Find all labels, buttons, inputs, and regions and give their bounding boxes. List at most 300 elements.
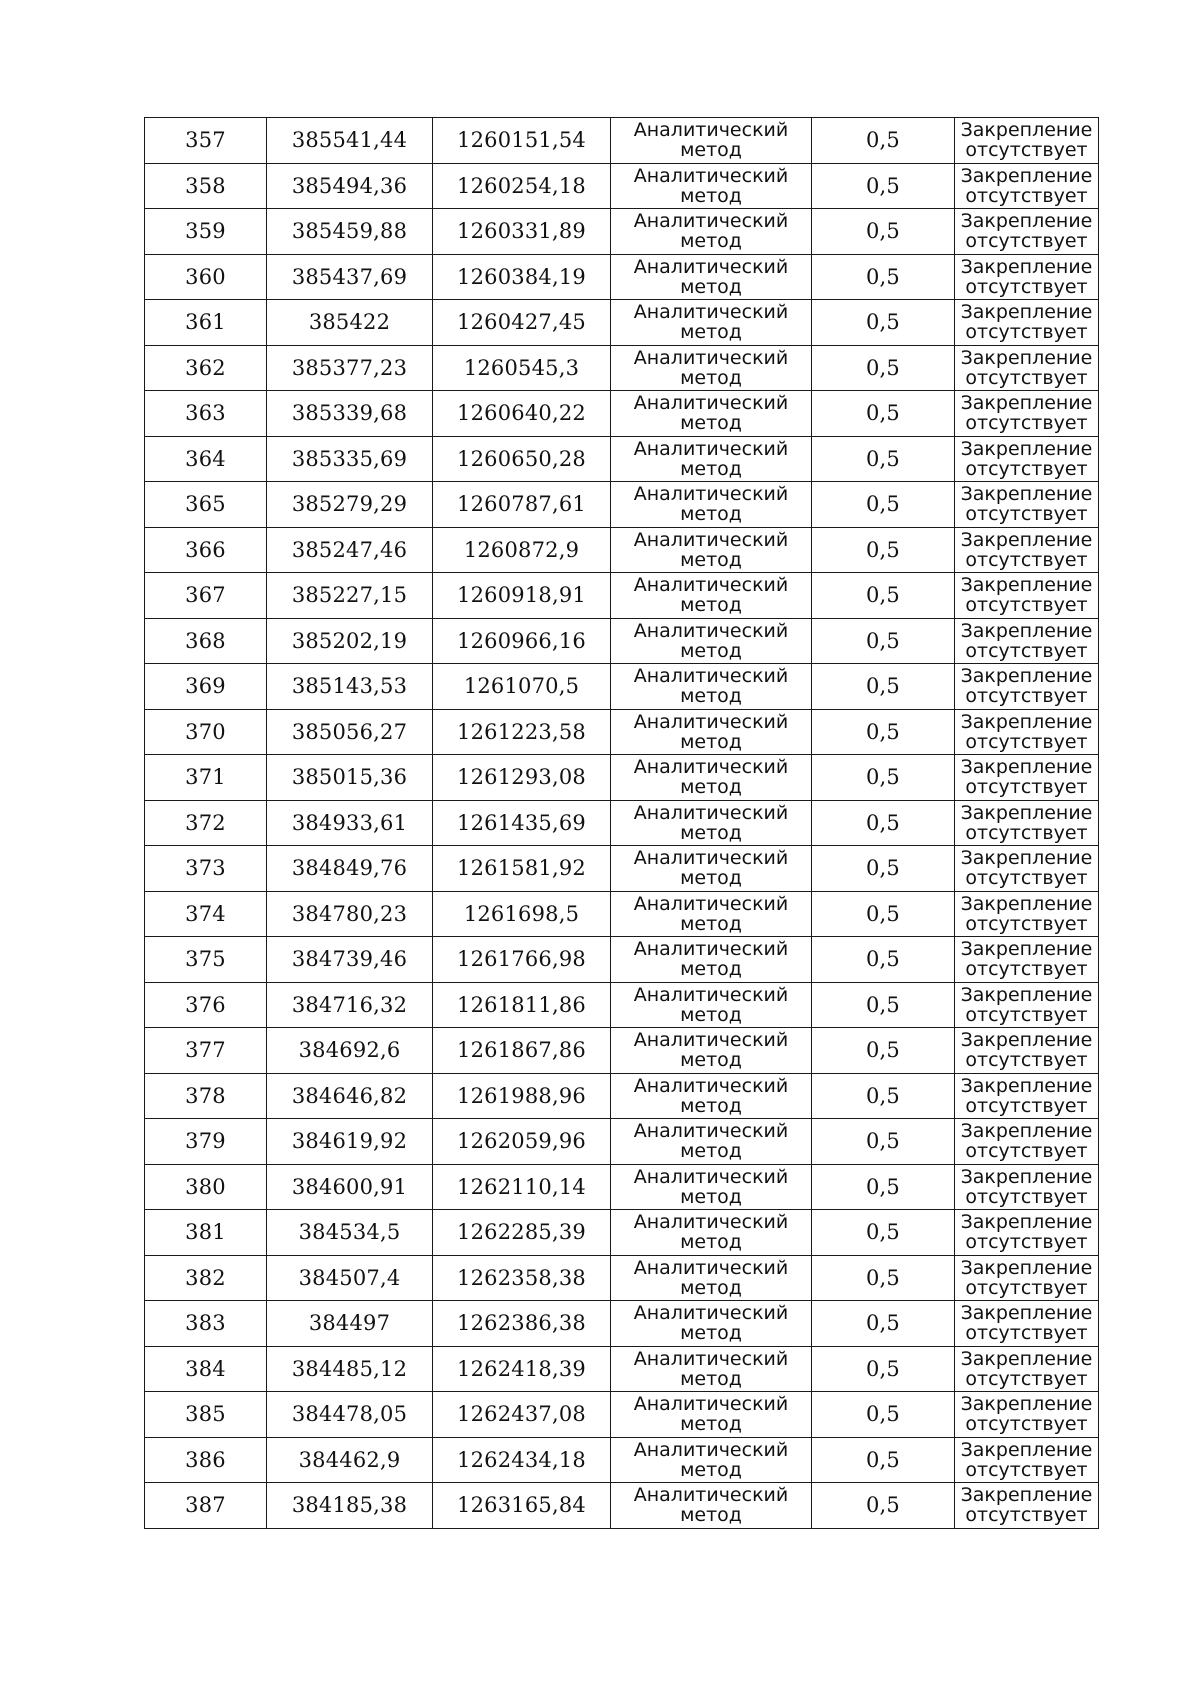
fixation-line1: Закрепление: [960, 710, 1093, 733]
method-cell: [611, 1301, 812, 1347]
fixation-line2: отсутствует: [965, 958, 1088, 981]
accuracy-cell: 0,5: [812, 1073, 955, 1119]
point-number-cell: 374: [145, 891, 267, 937]
method-cell: [611, 1028, 812, 1074]
x-coordinate-cell: 385339,68: [267, 391, 433, 437]
method-line1: Аналитический: [633, 1029, 789, 1052]
accuracy-cell: 0,5: [812, 300, 955, 346]
method-line2: метод: [680, 867, 742, 890]
fixation-cell: [955, 163, 1099, 209]
x-coordinate-cell: 385279,29: [267, 482, 433, 528]
method-line1: Аналитический: [633, 164, 789, 187]
y-coordinate-cell: 1261811,86: [433, 982, 611, 1028]
y-coordinate-cell: 1262434,18: [433, 1437, 611, 1483]
table-row: [145, 1437, 1099, 1483]
method-line1: Аналитический: [633, 437, 789, 460]
y-coordinate-cell: 1260545,3: [433, 345, 611, 391]
y-coordinate-cell: 1262110,14: [433, 1164, 611, 1210]
method-line2: метод: [680, 1140, 742, 1163]
fixation-cell: [955, 1437, 1099, 1483]
fixation-cell: [955, 1028, 1099, 1074]
method-line2: метод: [680, 821, 742, 844]
point-number-cell: 375: [145, 937, 267, 983]
fixation-line1: Закрепление: [960, 756, 1093, 779]
fixation-line2: отсутствует: [965, 366, 1088, 389]
x-coordinate-cell: 384462,9: [267, 1437, 433, 1483]
method-cell: [611, 1437, 812, 1483]
method-line1: Аналитический: [633, 392, 789, 415]
fixation-line1: Закрепление: [960, 1393, 1093, 1416]
fixation-line2: отсутствует: [965, 1504, 1088, 1527]
table-row: [145, 1255, 1099, 1301]
table-row: [145, 345, 1099, 391]
method-line2: метод: [680, 730, 742, 753]
y-coordinate-cell: 1260384,19: [433, 254, 611, 300]
accuracy-cell: 0,5: [812, 254, 955, 300]
method-line2: метод: [680, 776, 742, 799]
x-coordinate-cell: 384849,76: [267, 846, 433, 892]
table-row: [145, 1073, 1099, 1119]
table-row: [145, 800, 1099, 846]
fixation-cell: [955, 800, 1099, 846]
method-cell: [611, 1346, 812, 1392]
point-number-cell: 368: [145, 618, 267, 664]
point-number-cell: 370: [145, 709, 267, 755]
table-row: [145, 891, 1099, 937]
method-cell: [611, 1483, 812, 1529]
method-cell: [611, 755, 812, 801]
method-line2: метод: [680, 1094, 742, 1117]
x-coordinate-cell: 385227,15: [267, 573, 433, 619]
fixation-line1: Закрепление: [960, 847, 1093, 870]
fixation-line1: Закрепление: [960, 210, 1093, 233]
point-number-cell: 381: [145, 1210, 267, 1256]
point-number-cell: 382: [145, 1255, 267, 1301]
x-coordinate-cell: 384739,46: [267, 937, 433, 983]
accuracy-cell: 0,5: [812, 1301, 955, 1347]
fixation-line1: Закрепление: [960, 1120, 1093, 1143]
method-cell: [611, 709, 812, 755]
fixation-cell: [955, 1119, 1099, 1165]
method-line2: метод: [680, 1322, 742, 1345]
y-coordinate-cell: 1261435,69: [433, 800, 611, 846]
fixation-line1: Закрепление: [960, 801, 1093, 824]
table-row: [145, 755, 1099, 801]
fixation-line2: отсутствует: [965, 457, 1088, 480]
method-line1: Аналитический: [633, 665, 789, 688]
accuracy-cell: 0,5: [812, 1028, 955, 1074]
method-line2: метод: [680, 457, 742, 480]
fixation-line1: Закрепление: [960, 983, 1093, 1006]
fixation-line1: Закрепление: [960, 892, 1093, 915]
point-number-cell: 366: [145, 527, 267, 573]
method-cell: [611, 482, 812, 528]
accuracy-cell: 0,5: [812, 982, 955, 1028]
accuracy-cell: 0,5: [812, 1255, 955, 1301]
method-line1: Аналитический: [633, 528, 789, 551]
method-cell: [611, 800, 812, 846]
fixation-cell: [955, 664, 1099, 710]
x-coordinate-cell: 384716,32: [267, 982, 433, 1028]
table-row: [145, 391, 1099, 437]
method-line2: метод: [680, 639, 742, 662]
table-row: [145, 709, 1099, 755]
accuracy-cell: 0,5: [812, 1119, 955, 1165]
method-line2: метод: [680, 366, 742, 389]
method-line2: метод: [680, 1504, 742, 1527]
accuracy-cell: 0,5: [812, 345, 955, 391]
accuracy-cell: 0,5: [812, 527, 955, 573]
point-number-cell: 385: [145, 1392, 267, 1438]
fixation-line2: отсутствует: [965, 730, 1088, 753]
fixation-line2: отсутствует: [965, 867, 1088, 890]
fixation-line1: Закрепление: [960, 301, 1093, 324]
method-line1: Аналитический: [633, 1484, 789, 1507]
y-coordinate-cell: 1261581,92: [433, 846, 611, 892]
x-coordinate-cell: 385247,46: [267, 527, 433, 573]
x-coordinate-cell: 385143,53: [267, 664, 433, 710]
x-coordinate-cell: 384933,61: [267, 800, 433, 846]
fixation-line1: Закрепление: [960, 1029, 1093, 1052]
method-line2: метод: [680, 1367, 742, 1390]
table-row: [145, 1119, 1099, 1165]
method-line2: метод: [680, 139, 742, 162]
accuracy-cell: 0,5: [812, 846, 955, 892]
method-cell: [611, 982, 812, 1028]
y-coordinate-cell: 1261293,08: [433, 755, 611, 801]
table-row: [145, 1346, 1099, 1392]
method-line2: метод: [680, 321, 742, 344]
fixation-cell: [955, 1164, 1099, 1210]
fixation-line1: Закрепление: [960, 1256, 1093, 1279]
table-row: [145, 1164, 1099, 1210]
method-cell: [611, 345, 812, 391]
accuracy-cell: 0,5: [812, 1164, 955, 1210]
method-line1: Аналитический: [633, 119, 789, 142]
y-coordinate-cell: 1262418,39: [433, 1346, 611, 1392]
x-coordinate-cell: 385422: [267, 300, 433, 346]
x-coordinate-cell: 384507,4: [267, 1255, 433, 1301]
fixation-cell: [955, 482, 1099, 528]
y-coordinate-cell: 1261867,86: [433, 1028, 611, 1074]
point-number-cell: 363: [145, 391, 267, 437]
fixation-line2: отсутствует: [965, 1140, 1088, 1163]
accuracy-cell: 0,5: [812, 163, 955, 209]
fixation-line2: отсутствует: [965, 1413, 1088, 1436]
method-line1: Аналитический: [633, 983, 789, 1006]
point-number-cell: 387: [145, 1483, 267, 1529]
y-coordinate-cell: 1260640,22: [433, 391, 611, 437]
method-line2: метод: [680, 958, 742, 981]
point-number-cell: 376: [145, 982, 267, 1028]
fixation-cell: [955, 1483, 1099, 1529]
accuracy-cell: 0,5: [812, 937, 955, 983]
method-line1: Аналитический: [633, 1347, 789, 1370]
table-row: [145, 300, 1099, 346]
x-coordinate-cell: 384497: [267, 1301, 433, 1347]
fixation-line2: отсутствует: [965, 1049, 1088, 1072]
method-line1: Аналитический: [633, 847, 789, 870]
table-row: [145, 482, 1099, 528]
fixation-line1: Закрепление: [960, 1438, 1093, 1461]
fixation-cell: [955, 937, 1099, 983]
x-coordinate-cell: 384534,5: [267, 1210, 433, 1256]
point-number-cell: 386: [145, 1437, 267, 1483]
method-cell: [611, 254, 812, 300]
method-cell: [611, 527, 812, 573]
fixation-line1: Закрепление: [960, 392, 1093, 415]
accuracy-cell: 0,5: [812, 709, 955, 755]
fixation-cell: [955, 1301, 1099, 1347]
point-number-cell: 373: [145, 846, 267, 892]
accuracy-cell: 0,5: [812, 1210, 955, 1256]
fixation-line2: отсутствует: [965, 594, 1088, 617]
point-number-cell: 371: [145, 755, 267, 801]
x-coordinate-cell: 384646,82: [267, 1073, 433, 1119]
fixation-cell: [955, 891, 1099, 937]
accuracy-cell: 0,5: [812, 209, 955, 255]
fixation-line1: Закрепление: [960, 1211, 1093, 1234]
accuracy-cell: 0,5: [812, 1346, 955, 1392]
fixation-line2: отсутствует: [965, 1276, 1088, 1299]
method-cell: [611, 300, 812, 346]
fixation-line1: Закрепление: [960, 528, 1093, 551]
table-row: [145, 573, 1099, 619]
table-row: [145, 1301, 1099, 1347]
point-number-cell: 384: [145, 1346, 267, 1392]
fixation-line1: Закрепление: [960, 437, 1093, 460]
method-cell: [611, 1255, 812, 1301]
fixation-line1: Закрепление: [960, 1302, 1093, 1325]
x-coordinate-cell: 385437,69: [267, 254, 433, 300]
method-line1: Аналитический: [633, 938, 789, 961]
fixation-line2: отсутствует: [965, 639, 1088, 662]
point-number-cell: 369: [145, 664, 267, 710]
fixation-line2: отсутствует: [965, 1458, 1088, 1481]
fixation-cell: [955, 1346, 1099, 1392]
fixation-cell: [955, 391, 1099, 437]
table-row: [145, 982, 1099, 1028]
point-number-cell: 383: [145, 1301, 267, 1347]
method-line2: метод: [680, 275, 742, 298]
fixation-line1: Закрепление: [960, 938, 1093, 961]
fixation-cell: [955, 1210, 1099, 1256]
accuracy-cell: 0,5: [812, 482, 955, 528]
fixation-line2: отсутствует: [965, 275, 1088, 298]
y-coordinate-cell: 1261988,96: [433, 1073, 611, 1119]
method-line1: Аналитический: [633, 483, 789, 506]
y-coordinate-cell: 1263165,84: [433, 1483, 611, 1529]
y-coordinate-cell: 1260787,61: [433, 482, 611, 528]
x-coordinate-cell: 385335,69: [267, 436, 433, 482]
method-line1: Аналитический: [633, 756, 789, 779]
accuracy-cell: 0,5: [812, 1392, 955, 1438]
y-coordinate-cell: 1261223,58: [433, 709, 611, 755]
table-row: [145, 1483, 1099, 1529]
fixation-line1: Закрепление: [960, 1165, 1093, 1188]
fixation-line2: отсутствует: [965, 139, 1088, 162]
accuracy-cell: 0,5: [812, 664, 955, 710]
y-coordinate-cell: 1261698,5: [433, 891, 611, 937]
x-coordinate-cell: 384619,92: [267, 1119, 433, 1165]
y-coordinate-cell: 1260151,54: [433, 118, 611, 164]
method-cell: [611, 436, 812, 482]
fixation-line2: отсутствует: [965, 1322, 1088, 1345]
point-number-cell: 379: [145, 1119, 267, 1165]
x-coordinate-cell: 385541,44: [267, 118, 433, 164]
method-cell: [611, 937, 812, 983]
fixation-line1: Закрепление: [960, 1347, 1093, 1370]
x-coordinate-cell: 384485,12: [267, 1346, 433, 1392]
fixation-line2: отсутствует: [965, 548, 1088, 571]
fixation-line1: Закрепление: [960, 255, 1093, 278]
method-line1: Аналитический: [633, 710, 789, 733]
table-row: [145, 209, 1099, 255]
fixation-cell: [955, 118, 1099, 164]
y-coordinate-cell: 1262386,38: [433, 1301, 611, 1347]
y-coordinate-cell: 1260254,18: [433, 163, 611, 209]
accuracy-cell: 0,5: [812, 436, 955, 482]
method-line2: метод: [680, 1458, 742, 1481]
method-line1: Аналитический: [633, 574, 789, 597]
method-line2: метод: [680, 1413, 742, 1436]
y-coordinate-cell: 1260918,91: [433, 573, 611, 619]
method-line1: Аналитический: [633, 1074, 789, 1097]
fixation-cell: [955, 300, 1099, 346]
y-coordinate-cell: 1260427,45: [433, 300, 611, 346]
method-line2: метод: [680, 594, 742, 617]
fixation-cell: [955, 209, 1099, 255]
method-cell: [611, 618, 812, 664]
accuracy-cell: 0,5: [812, 391, 955, 437]
y-coordinate-cell: 1260966,16: [433, 618, 611, 664]
fixation-line2: отсутствует: [965, 1185, 1088, 1208]
method-cell: [611, 209, 812, 255]
table-row: [145, 618, 1099, 664]
x-coordinate-cell: 385015,36: [267, 755, 433, 801]
method-line1: Аналитический: [633, 1165, 789, 1188]
method-cell: [611, 573, 812, 619]
table-row: [145, 254, 1099, 300]
method-line2: метод: [680, 1003, 742, 1026]
x-coordinate-cell: 384600,91: [267, 1164, 433, 1210]
x-coordinate-cell: 385377,23: [267, 345, 433, 391]
y-coordinate-cell: 1262437,08: [433, 1392, 611, 1438]
method-cell: [611, 1210, 812, 1256]
method-cell: [611, 891, 812, 937]
method-line2: метод: [680, 548, 742, 571]
fixation-line2: отсутствует: [965, 912, 1088, 935]
method-line2: метод: [680, 912, 742, 935]
accuracy-cell: 0,5: [812, 618, 955, 664]
method-line2: метод: [680, 1049, 742, 1072]
fixation-cell: [955, 527, 1099, 573]
accuracy-cell: 0,5: [812, 118, 955, 164]
point-number-cell: 380: [145, 1164, 267, 1210]
method-cell: [611, 391, 812, 437]
table-row: [145, 1392, 1099, 1438]
fixation-line1: Закрепление: [960, 1484, 1093, 1507]
fixation-line1: Закрепление: [960, 483, 1093, 506]
fixation-cell: [955, 254, 1099, 300]
fixation-line2: отсутствует: [965, 776, 1088, 799]
fixation-cell: [955, 846, 1099, 892]
y-coordinate-cell: 1262358,38: [433, 1255, 611, 1301]
x-coordinate-cell: 385202,19: [267, 618, 433, 664]
fixation-cell: [955, 1392, 1099, 1438]
y-coordinate-cell: 1262059,96: [433, 1119, 611, 1165]
x-coordinate-cell: 385459,88: [267, 209, 433, 255]
method-line1: Аналитический: [633, 255, 789, 278]
x-coordinate-cell: 384692,6: [267, 1028, 433, 1074]
method-line1: Аналитический: [633, 1393, 789, 1416]
method-line1: Аналитический: [633, 1302, 789, 1325]
point-number-cell: 362: [145, 345, 267, 391]
table-row: [145, 937, 1099, 983]
fixation-cell: [955, 1073, 1099, 1119]
x-coordinate-cell: 385056,27: [267, 709, 433, 755]
x-coordinate-cell: 384478,05: [267, 1392, 433, 1438]
y-coordinate-cell: 1260872,9: [433, 527, 611, 573]
fixation-line1: Закрепление: [960, 574, 1093, 597]
point-number-cell: 361: [145, 300, 267, 346]
table-row: [145, 163, 1099, 209]
table-row: [145, 527, 1099, 573]
accuracy-cell: 0,5: [812, 573, 955, 619]
point-number-cell: 359: [145, 209, 267, 255]
method-cell: [611, 664, 812, 710]
point-number-cell: 372: [145, 800, 267, 846]
x-coordinate-cell: 384780,23: [267, 891, 433, 937]
method-line2: метод: [680, 1185, 742, 1208]
fixation-cell: [955, 709, 1099, 755]
method-line2: метод: [680, 685, 742, 708]
method-line2: метод: [680, 1276, 742, 1299]
table-row: [145, 118, 1099, 164]
method-line1: Аналитический: [633, 892, 789, 915]
method-line1: Аналитический: [633, 801, 789, 824]
fixation-line1: Закрепление: [960, 346, 1093, 369]
method-cell: [611, 1164, 812, 1210]
method-cell: [611, 1392, 812, 1438]
method-line1: Аналитический: [633, 619, 789, 642]
fixation-line1: Закрепление: [960, 665, 1093, 688]
point-number-cell: 377: [145, 1028, 267, 1074]
fixation-line2: отсутствует: [965, 1367, 1088, 1390]
method-line2: метод: [680, 503, 742, 526]
method-cell: [611, 118, 812, 164]
method-line2: метод: [680, 230, 742, 253]
table-row: [145, 1210, 1099, 1256]
y-coordinate-cell: 1262285,39: [433, 1210, 611, 1256]
method-line1: Аналитический: [633, 210, 789, 233]
method-line1: Аналитический: [633, 301, 789, 324]
method-cell: [611, 846, 812, 892]
point-number-cell: 360: [145, 254, 267, 300]
accuracy-cell: 0,5: [812, 891, 955, 937]
fixation-line1: Закрепление: [960, 1074, 1093, 1097]
fixation-cell: [955, 1255, 1099, 1301]
fixation-line2: отсутствует: [965, 1003, 1088, 1026]
method-cell: [611, 163, 812, 209]
method-line1: Аналитический: [633, 1438, 789, 1461]
fixation-line2: отсутствует: [965, 412, 1088, 435]
table-row: [145, 664, 1099, 710]
fixation-cell: [955, 436, 1099, 482]
accuracy-cell: 0,5: [812, 1437, 955, 1483]
fixation-cell: [955, 982, 1099, 1028]
point-number-cell: 364: [145, 436, 267, 482]
